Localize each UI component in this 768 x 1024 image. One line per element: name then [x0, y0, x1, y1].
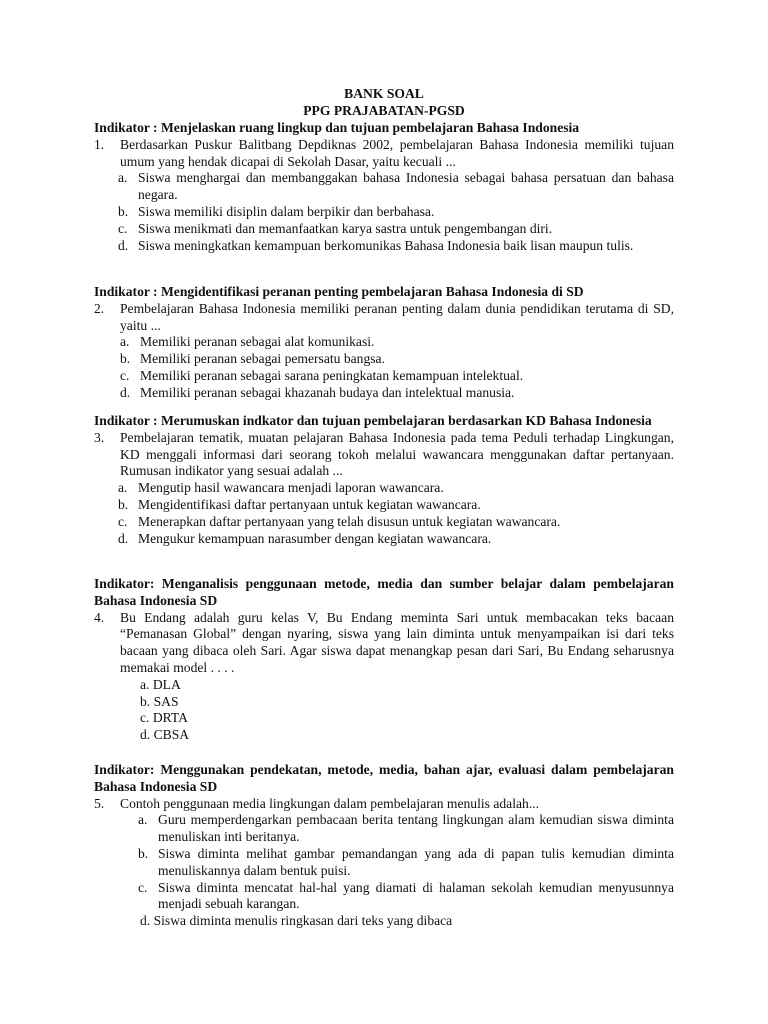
option-text: Memiliki peranan sebagai khazanah budaya dan intelektual manusia.	[140, 384, 515, 400]
option-letter: a.	[118, 170, 128, 186]
question-text: Bu Endang adalah guru kelas V, Bu Endang meminta Sari untuk membacakan teks bacaan “Pemanasan Global” dengan nyaring, siswa yang lain diminta untuk menyampaikan isi dari teks bacaan yang dibaca oleh Sari. Agar siswa dapat menangkap pesan dari Sari, Bu Endang seharusnya memakai model . . . .	[120, 609, 674, 675]
question-item	[94, 301, 674, 335]
option-letter: c.	[138, 879, 148, 895]
answer-option	[94, 531, 674, 548]
question-section-1	[94, 120, 674, 254]
answer-option	[94, 880, 674, 914]
question-number: 5.	[94, 795, 105, 811]
answer-option	[94, 812, 674, 846]
question-text: Pembelajaran tematik, muatan pelajaran Bahasa Indonesia pada tema Peduli terhadap Lingkungan, KD menggali informasi dari seorang tokoh melalui wawancara menggunakan daftar pertanyaan. Rumusan indikator yang sesuai adalah ...	[120, 429, 674, 479]
document-subtitle: PPG PRAJABATAN-PGSD	[303, 102, 465, 118]
option-text: Memiliki peranan sebagai pemersatu bangsa.	[140, 351, 385, 367]
option-letter: b.	[138, 845, 149, 861]
document-header	[94, 86, 674, 120]
answer-option	[94, 514, 674, 531]
indicator-heading: Indikator: Menggunakan pendekatan, metode, media, bahan ajar, evaluasi dalam pembelajaran Bahasa Indonesia SD	[94, 762, 674, 794]
option-letter: d.	[118, 530, 129, 546]
answer-option	[94, 497, 674, 514]
option-letter: a.	[138, 812, 148, 828]
answer-option	[94, 170, 674, 204]
indicator-heading: Indikator: Menganalisis penggunaan metode, media dan sumber belajar dalam pembelajaran Bahasa Indonesia SD	[94, 576, 674, 608]
option-text: Siswa memiliki disiplin dalam berpikir dan berbahasa.	[138, 203, 435, 219]
answer-option	[94, 351, 674, 368]
question-text: Contoh penggunaan media lingkungan dalam pembelajaran menulis adalah...	[120, 795, 540, 811]
option-letter: b.	[118, 496, 129, 512]
option-letter: d.	[120, 384, 131, 400]
option-text: Menerapkan daftar pertanyaan yang telah disusun untuk kegiatan wawancara.	[138, 513, 561, 529]
option-letter: c.	[118, 220, 128, 236]
option-text: Mengukur kemampuan narasumber dengan kegiatan wawancara.	[138, 530, 492, 546]
option-letter: b.	[120, 351, 131, 367]
answer-option: b. SAS	[140, 693, 179, 709]
indicator-heading: Indikator : Merumuskan indkator dan tujuan pembelajaran berdasarkan KD Bahasa Indonesia	[94, 413, 652, 428]
option-text: Siswa menikmati dan memanfaatkan karya sastra untuk pengembangan diri.	[138, 220, 553, 236]
question-item	[94, 610, 674, 677]
question-item	[94, 796, 674, 813]
question-section-2	[94, 284, 674, 402]
question-section-3	[94, 413, 674, 547]
option-letter: c.	[118, 513, 128, 529]
answer-option	[94, 221, 674, 238]
question-number: 4.	[94, 609, 105, 625]
option-letter: a.	[120, 334, 130, 350]
answer-option: a. DLA	[140, 676, 181, 692]
document-title: BANK SOAL	[344, 86, 424, 101]
answer-option	[94, 385, 674, 402]
question-section-4	[94, 576, 674, 744]
answer-option	[94, 480, 674, 497]
option-text: Mengidentifikasi daftar pertanyaan untuk kegiatan wawancara.	[138, 496, 481, 512]
question-number: 2.	[94, 300, 105, 316]
option-text: Guru memperdengarkan pembacaan berita tentang lingkungan alam kemudian siswa diminta menuliskan inti beritanya.	[158, 812, 674, 845]
option-letter: d.	[118, 237, 129, 253]
option-text: Siswa menghargai dan membanggakan bahasa Indonesia sebagai bahasa persatuan dan bahasa negara.	[138, 170, 674, 203]
question-section-5	[94, 762, 674, 930]
answer-option	[94, 238, 674, 255]
question-item	[94, 137, 674, 171]
answer-option	[94, 204, 674, 221]
answer-option	[94, 846, 674, 880]
option-letter: c.	[120, 367, 130, 383]
question-number: 1.	[94, 136, 105, 152]
answer-option: d. CBSA	[140, 727, 190, 743]
option-text: Siswa diminta melihat gambar pemandangan yang ada di papan tulis kemudian diminta menuliskannya dalam bentuk puisi.	[158, 845, 674, 878]
option-text: Mengutip hasil wawancara menjadi laporan wawancara.	[138, 480, 444, 496]
option-text: Memiliki peranan sebagai sarana peningkatan kemampuan intelektual.	[140, 367, 524, 383]
question-text: Pembelajaran Bahasa Indonesia memiliki peranan penting dalam dunia pendidikan terutama di SD, yaitu ...	[120, 300, 674, 333]
answer-option: c. DRTA	[140, 710, 188, 726]
question-number: 3.	[94, 429, 105, 445]
question-text: Berdasarkan Puskur Balitbang Depdiknas 2002, pembelajaran Bahasa Indonesia memiliki tujuan umum yang hendak dicapai di Sekolah Dasar, yaitu kecuali ...	[120, 136, 674, 169]
option-text: Siswa meningkatkan kemampuan berkomunikas Bahasa Indonesia baik lisan maupun tulis.	[138, 237, 634, 253]
option-text: Memiliki peranan sebagai alat komunikasi.	[140, 334, 375, 350]
option-text: Siswa diminta mencatat hal-hal yang diamati di halaman sekolah kemudian menyusunnya menjadi sebuah karangan.	[158, 879, 674, 912]
answer-option: d. Siswa diminta menulis ringkasan dari teks yang dibaca	[140, 913, 453, 929]
question-item	[94, 430, 674, 480]
answer-option	[94, 368, 674, 385]
option-letter: a.	[118, 480, 128, 496]
indicator-heading: Indikator : Menjelaskan ruang lingkup dan tujuan pembelajaran Bahasa Indonesia	[94, 120, 580, 135]
option-letter: b.	[118, 203, 129, 219]
indicator-heading: Indikator : Mengidentifikasi peranan penting pembelajaran Bahasa Indonesia di SD	[94, 284, 584, 299]
answer-option	[94, 334, 674, 351]
